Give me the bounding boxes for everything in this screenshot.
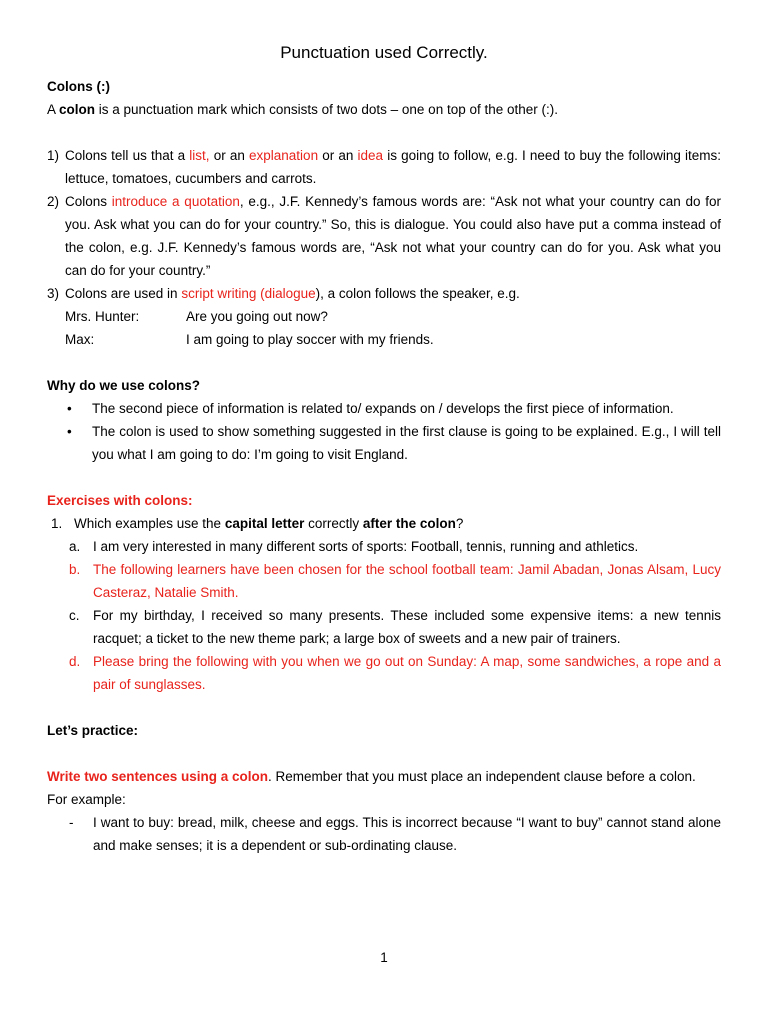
practice-heading: Let’s practice: (47, 723, 139, 738)
rule-1 (47, 144, 721, 190)
rule-number: 2) (47, 194, 60, 209)
example-text: I want to buy: bread, milk, cheese and eggs. This is incorrect because “I want to buy” cannot stand alone and make senses; it is a dependent or sub-ordinating clause. (93, 815, 721, 853)
dialogue-text: Are you going out now? (186, 309, 328, 324)
option-text: For my birthday, I received so many presents. These included some expensive items: a new tennis racquet; a ticket to the new theme park; a large box of sweets and a new pair of trainers. (93, 608, 721, 646)
write-instruction: Write two sentences using a colon. Remember that you must place an independent clause before a colon. (47, 769, 696, 784)
rule-3 (47, 282, 721, 305)
rule-number: 1) (47, 148, 60, 163)
rule-text: Colons introduce a quotation, e.g., J.F. Kennedy’s famous words are: “Ask not what your country can do for you. Ask what you can do for your country.” So, this is dialogue. You could also have put a comma instead of the colon, e.g. J.F. Kennedy’s famous words are, “Ask not what your country can do for you. Ask what you can do for your country.” (65, 194, 721, 278)
intro-text-rest: is a punctuation mark which consists of two dots – one on top of the other (:). (95, 102, 559, 117)
exercise-question (47, 512, 721, 535)
option-b (47, 558, 721, 604)
intro-text: A (47, 102, 60, 117)
highlight-script-writing: script writing (dialogue (181, 286, 316, 301)
option-d (47, 650, 721, 696)
bullet-icon: • (67, 424, 72, 439)
dialogue-line (47, 305, 721, 328)
option-letter: a. (69, 539, 81, 554)
dialogue-line (47, 328, 721, 351)
dialogue-speaker: Max: (65, 332, 95, 347)
bullet-item (47, 420, 721, 466)
bullet-text: The second piece of information is related to/ expands on / develops the first piece of information. (92, 401, 674, 416)
option-letter: d. (69, 654, 81, 669)
highlight-list: list, (189, 148, 210, 163)
option-a (47, 535, 721, 558)
dialogue-speaker: Mrs. Hunter: (65, 309, 140, 324)
rule-text: Colons are used in script writing (dialogue), a colon follows the speaker, e.g. (65, 286, 520, 301)
option-c (47, 604, 721, 650)
bullet-icon: • (67, 401, 72, 416)
example-item (47, 811, 721, 857)
intro-colon-term: colon (59, 102, 96, 117)
for-example-label: For example: (47, 792, 126, 807)
bullet-item (47, 397, 721, 420)
exercises-heading: Exercises with colons: (47, 493, 193, 508)
exercise-options (47, 535, 721, 696)
highlight-explanation: explanation (249, 148, 319, 163)
option-letter: c. (69, 608, 80, 623)
option-letter: b. (69, 562, 81, 577)
highlight-idea: idea (357, 148, 384, 163)
write-instruction-bold: Write two sentences using a colon (47, 769, 269, 784)
why-heading: Why do we use colons? (47, 378, 201, 393)
question-text: Which examples use the capital letter correctly after the colon? (74, 516, 464, 531)
question-number: 1. (51, 516, 63, 531)
bullet-text: The colon is used to show something suggested in the first clause is going to be explained. E.g., I will tell you what I am going to do: I’m going to visit England. (92, 424, 721, 462)
rule-2 (47, 190, 721, 282)
page-content (47, 40, 721, 857)
dash-icon: - (69, 815, 74, 830)
option-text: Please bring the following with you when we go out on Sunday: A map, some sandwiches, a rope and a pair of sunglasses. (93, 654, 721, 692)
dialogue-text: I am going to play soccer with my friends. (186, 332, 434, 347)
colon-definition (47, 98, 721, 121)
option-text: I am very interested in many different sorts of sports: Football, tennis, running and athletics. (93, 539, 639, 554)
document-title: Punctuation used Correctly. (280, 43, 488, 62)
rule-number: 3) (47, 286, 60, 301)
rule-text: Colons tell us that a list, or an explanation or an idea is going to follow, e.g. I need to buy the following items: lettuce, tomatoes, cucumbers and carrots. (65, 148, 722, 186)
highlight-quotation: introduce a quotation (111, 194, 240, 209)
colons-heading: Colons (:) (47, 79, 110, 94)
option-text: The following learners have been chosen for the school football team: Jamil Abadan, Jonas Alsam, Lucy Casteraz, Natalie Smith. (93, 562, 721, 600)
page-number: 1 (380, 950, 388, 965)
